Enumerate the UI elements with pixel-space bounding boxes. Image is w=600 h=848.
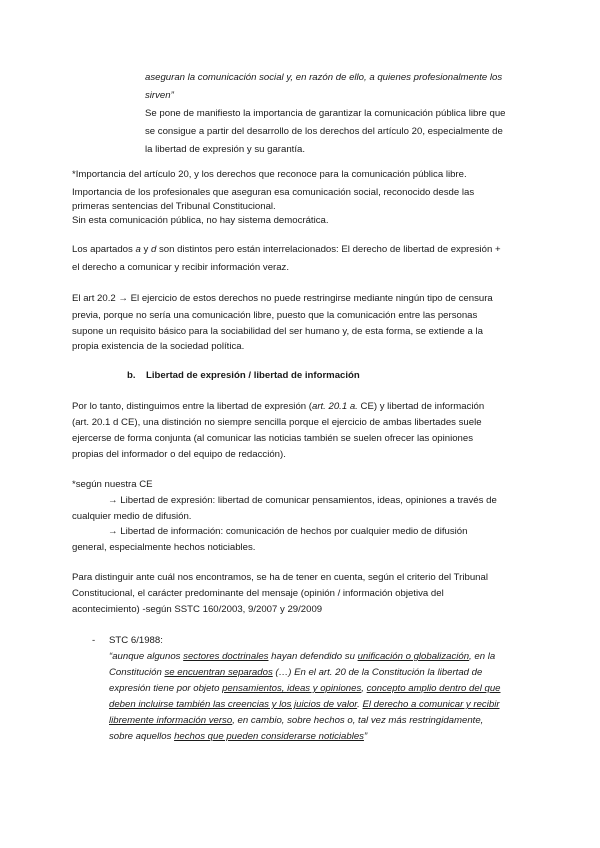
manifest-line: la libertad de expresión y su garantía. bbox=[145, 144, 305, 155]
list-bullet: - bbox=[92, 635, 96, 646]
importance-line: primeras sentencias del Tribunal Constitucional. bbox=[72, 201, 276, 212]
importance-line: *Importancia del artículo 20, y los derechos que reconoce para la comunicación pública libre. bbox=[72, 169, 467, 180]
underlined-span: concepto amplio dentro del que bbox=[366, 683, 501, 694]
section-marker: b. bbox=[127, 370, 136, 381]
section-heading: Libertad de expresión / libertad de información bbox=[146, 370, 360, 381]
manifest-line: se consigue a partir del desarrollo de los derechos del artículo 20, especialmente de bbox=[145, 126, 503, 137]
apartados-line: el derecho a comunicar y recibir información veraz. bbox=[72, 262, 290, 273]
text-span: hayan defendido su bbox=[268, 651, 358, 662]
para-line: Constitucional, el carácter predominante del mensaje (opinión / información objetiva del bbox=[72, 588, 444, 599]
underlined-span: deben incluirse también las creencias y los juicios de valor bbox=[109, 699, 358, 710]
text-span: , en cambio, sobre hechos o, tal vez más restringidamente, bbox=[232, 715, 484, 726]
text-span: Por lo tanto, distinguimos entre la libertad de expresión ( bbox=[72, 401, 312, 412]
text-span: expresión tiene por objeto bbox=[109, 683, 223, 694]
underlined-span: hechos que pueden considerarse noticiables bbox=[174, 731, 364, 742]
text-span: CE) y libertad de información bbox=[357, 401, 485, 412]
underlined-span: libremente información verso bbox=[109, 715, 233, 726]
underlined-span: pensamientos, ideas y opiniones bbox=[222, 683, 362, 694]
text-span: a bbox=[135, 244, 141, 255]
segun-line: general, especialmente hechos noticiables. bbox=[72, 542, 256, 553]
art202-line: supone un requisito básico para la sociabilidad del ser humano y, de esta forma, se extiende a la bbox=[72, 326, 484, 337]
text-span: . bbox=[357, 699, 363, 710]
segun-line: *según nuestra CE bbox=[72, 479, 153, 490]
text-span: “aunque algunos bbox=[109, 651, 184, 662]
segun-line: cualquier medio de difusión. bbox=[72, 511, 192, 522]
underlined-span: se encuentran separados bbox=[164, 667, 273, 678]
text-span: (…) En el art. 20 de la Constitución la libertad de bbox=[272, 667, 483, 678]
importance-line: Importancia de los profesionales que aseguran esa comunicación social, reconocido desde las bbox=[72, 187, 475, 198]
quote-line: aseguran la comunicación social y, en razón de ello, a quienes profesionalmente los bbox=[145, 72, 503, 83]
stc-quote-line bbox=[109, 728, 367, 746]
text-span: Constitución bbox=[109, 667, 165, 678]
art202-line: propia existencia de la sociedad política. bbox=[72, 341, 245, 352]
distinguish-line: propias del informador o del equipo de redacción). bbox=[72, 449, 286, 460]
underlined-span: unificación o globalización bbox=[357, 651, 470, 662]
segun-line: → Libertad de información: comunicación de hechos por cualquier medio de difusión bbox=[108, 526, 468, 537]
underlined-span: sectores doctrinales bbox=[183, 651, 269, 662]
para-line: acontecimiento) -según SSTC 160/2003, 9/2007 y 29/2009 bbox=[72, 604, 323, 615]
para-line: Para distinguir ante cuál nos encontramos, se ha de tener en cuenta, según el criterio del Tribunal bbox=[72, 572, 488, 583]
distinguish-line: (art. 20.1 d CE), una distinción no siempre sencilla porque el ejercicio de ambas libertades suele bbox=[72, 417, 482, 428]
distinguish-line: ejercerse de forma conjunta (al comunicar las noticias también se suelen ofrecer las opiniones bbox=[72, 433, 474, 444]
text-span: , bbox=[361, 683, 367, 694]
text-span: y bbox=[140, 244, 151, 255]
manifest-line: Se pone de manifiesto la importancia de garantizar la comunicación pública libre que bbox=[145, 108, 506, 119]
text-span: , en la bbox=[469, 651, 496, 662]
quote-line: sirven” bbox=[145, 90, 174, 101]
segun-line: → Libertad de expresión: libertad de comunicar pensamientos, ideas, opiniones a través de bbox=[108, 495, 497, 506]
text-span: Los apartados bbox=[72, 244, 136, 255]
art202-line: El art 20.2 → El ejercicio de estos derechos no puede restringirse mediante ningún tipo de censura bbox=[72, 293, 493, 304]
apartados-line bbox=[72, 241, 501, 259]
text-span: art. 20.1 a. bbox=[311, 401, 358, 412]
text-span: d bbox=[150, 244, 157, 255]
stc-title: STC 6/1988: bbox=[109, 635, 163, 646]
text-span: sobre aquellos bbox=[109, 731, 175, 742]
text-span: ” bbox=[363, 731, 368, 742]
underlined-span: El derecho a comunicar y recibir bbox=[362, 699, 500, 710]
text-span: son distintos pero están interrelacionados: El derecho de libertad de expresión + bbox=[156, 244, 501, 255]
importance-line: Sin esta comunicación pública, no hay sistema democrática. bbox=[72, 215, 329, 226]
art202-line: previa, porque no sería una comunicación libre, puesto que la comunicación entre las personas bbox=[72, 310, 478, 321]
